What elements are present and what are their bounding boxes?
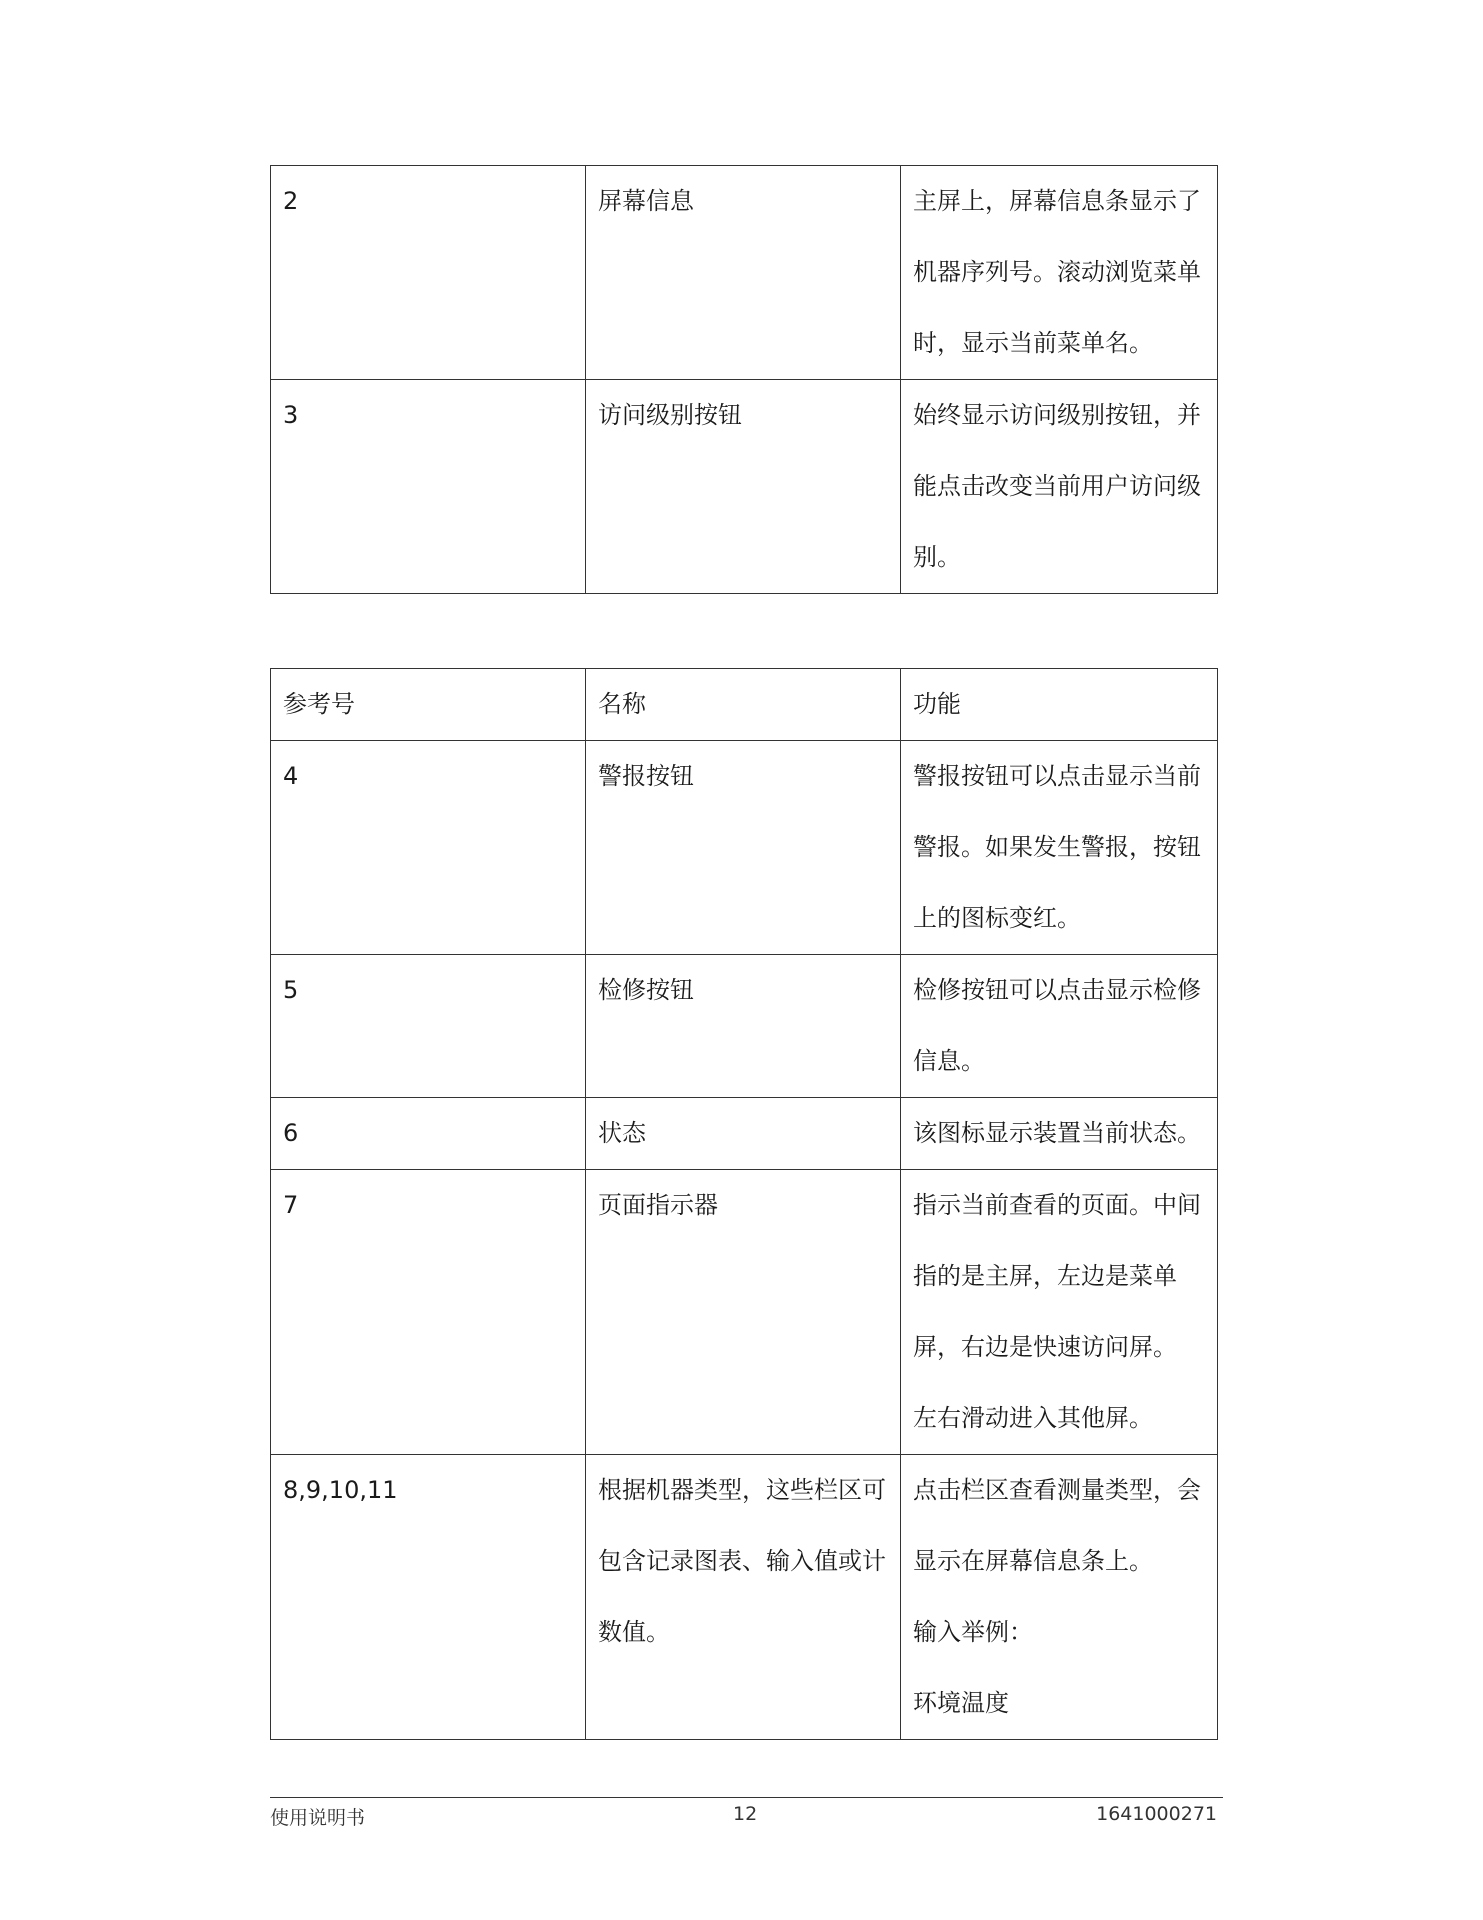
function-cell — [901, 1170, 1218, 1455]
table-row — [271, 955, 1218, 1098]
function-text: 点击栏区查看测量类型，会显示在屏幕信息条上。 — [913, 1476, 1201, 1575]
function-text: 环境温度 — [913, 1689, 1009, 1717]
table-row — [271, 380, 1218, 594]
component-table — [270, 668, 1218, 1740]
function-cell — [901, 380, 1218, 594]
function-cell — [901, 1098, 1218, 1170]
name-cell: 检修按钮 — [586, 955, 901, 1098]
function-cell — [901, 955, 1218, 1098]
component-table-continued — [270, 165, 1218, 594]
table-row — [271, 1098, 1218, 1170]
header-function: 功能 — [901, 669, 1218, 741]
table-row — [271, 1455, 1218, 1740]
function-text: 左右滑动进入其他屏。 — [913, 1404, 1153, 1432]
table-row — [271, 741, 1218, 955]
footer-divider — [270, 1797, 1223, 1798]
header-name: 名称 — [586, 669, 901, 741]
table-row — [271, 1170, 1218, 1455]
name-cell: 状态 — [586, 1098, 901, 1170]
function-text: 警报按钮可以点击显示当前警报。如果发生警报，按钮上的图标变红。 — [913, 762, 1201, 932]
table-header-row — [271, 669, 1218, 741]
table-row — [271, 166, 1218, 380]
function-text: 输入举例： — [913, 1618, 1033, 1646]
function-text: 该图标显示装置当前状态。 — [913, 1119, 1201, 1147]
footer-manual-title: 使用说明书 — [270, 1807, 366, 1829]
ref-cell: 6 — [271, 1098, 586, 1170]
footer-page-number: 12 — [733, 1803, 758, 1825]
function-cell — [901, 166, 1218, 380]
name-cell: 屏幕信息 — [586, 166, 901, 380]
function-cell — [901, 1455, 1218, 1740]
ref-cell: 3 — [271, 380, 586, 594]
function-text: 始终显示访问级别按钮，并能点击改变当前用户访问级别。 — [913, 401, 1201, 571]
ref-cell: 7 — [271, 1170, 586, 1455]
footer-doc-number: 1641000271 — [1096, 1803, 1217, 1825]
function-text: 检修按钮可以点击显示检修信息。 — [913, 976, 1201, 1075]
function-cell — [901, 741, 1218, 955]
function-text: 主屏上，屏幕信息条显示了机器序列号。滚动浏览菜单时，显示当前菜单名。 — [913, 187, 1201, 357]
ref-cell: 2 — [271, 166, 586, 380]
name-cell: 警报按钮 — [586, 741, 901, 955]
ref-cell: 5 — [271, 955, 586, 1098]
name-cell: 根据机器类型，这些栏区可包含记录图表、输入值或计数值。 — [586, 1455, 901, 1740]
header-ref: 参考号 — [271, 669, 586, 741]
name-cell: 访问级别按钮 — [586, 380, 901, 594]
ref-cell: 4 — [271, 741, 586, 955]
function-text: 指示当前查看的页面。中间指的是主屏，左边是菜单屏，右边是快速访问屏。 — [913, 1191, 1201, 1361]
ref-cell: 8,9,10,11 — [271, 1455, 586, 1740]
name-cell: 页面指示器 — [586, 1170, 901, 1455]
